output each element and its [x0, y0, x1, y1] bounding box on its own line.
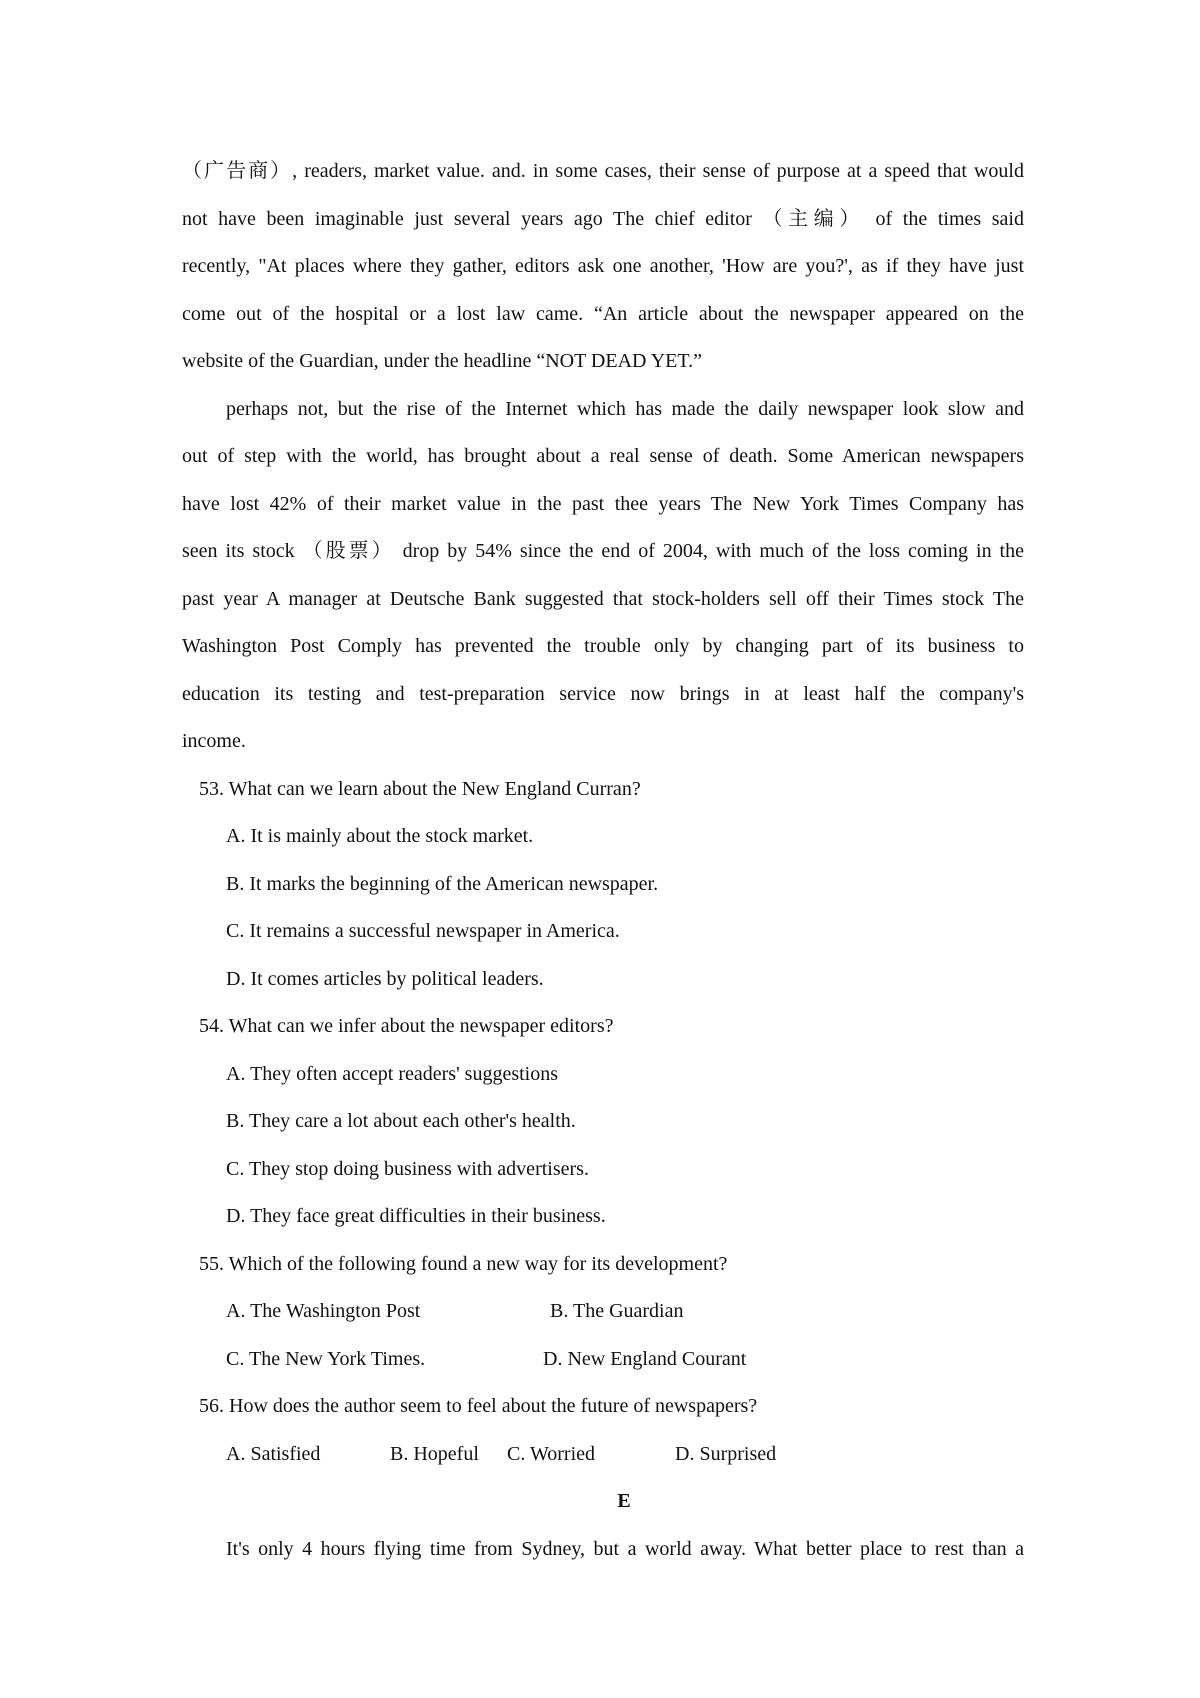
- question-56-option-c: C. Worried: [507, 1443, 596, 1465]
- passage-line: not have been imaginable just several years ago The chief editor （主编） of the times said: [182, 208, 1024, 230]
- question-55-option-c: C. The New York Times.: [226, 1348, 426, 1370]
- passage-line: past year A manager at Deutsche Bank suggested that stock-holders sell off their Times stock The: [182, 588, 1024, 610]
- question-54-option-b: B. They care a lot about each other's health.: [226, 1110, 576, 1132]
- passage-line: come out of the hospital or a lost law came. “An article about the newspaper appeared on the: [182, 303, 1024, 325]
- question-54-option-d: D. They face great difficulties in their business.: [226, 1205, 606, 1227]
- question-54-option-a: A. They often accept readers' suggestions: [226, 1063, 559, 1085]
- section-heading: E: [617, 1490, 631, 1512]
- passage-line: recently, "At places where they gather, editors ask one another, 'How are you?', as if they have just: [182, 255, 1024, 277]
- passage-line: out of step with the world, has brought about a real sense of death. Some American newspapers: [182, 445, 1024, 467]
- question-55-option-a: A. The Washington Post: [226, 1300, 421, 1322]
- question-56-option-d: D. Surprised: [675, 1443, 777, 1465]
- question-53-option-d: D. It comes articles by political leaders.: [226, 968, 544, 990]
- question-54-stem: 54. What can we infer about the newspaper editors?: [199, 1015, 614, 1037]
- question-54-option-c: C. They stop doing business with advertisers.: [226, 1158, 589, 1180]
- question-55-stem: 55. Which of the following found a new way for its development?: [199, 1253, 728, 1275]
- question-56-option-b: B. Hopeful: [390, 1443, 479, 1465]
- passage-line: perhaps not, but the rise of the Internet which has made the daily newspaper look slow and: [226, 398, 1024, 420]
- question-55-option-b: B. The Guardian: [550, 1300, 684, 1322]
- passage-line: website of the Guardian, under the headline “NOT DEAD YET.”: [182, 350, 703, 372]
- passage-line: have lost 42% of their market value in the past thee years The New York Times Company has: [182, 493, 1024, 515]
- question-56-option-a: A. Satisfied: [226, 1443, 321, 1465]
- passage-line: Washington Post Comply has prevented the trouble only by changing part of its business to: [182, 635, 1024, 657]
- passage-line: income.: [182, 730, 246, 752]
- passage-line: It's only 4 hours flying time from Sydney, but a world away. What better place to rest than a: [226, 1538, 1024, 1560]
- question-53-option-c: C. It remains a successful newspaper in America.: [226, 920, 620, 942]
- passage-line: seen its stock （股票） drop by 54% since the end of 2004, with much of the loss coming in the: [182, 540, 1024, 562]
- question-53-option-b: B. It marks the beginning of the American newspaper.: [226, 873, 659, 895]
- passage-line: （广告商）, readers, market value. and. in some cases, their sense of purpose at a speed that would: [182, 160, 1024, 182]
- question-56-stem: 56. How does the author seem to feel about the future of newspapers?: [199, 1395, 758, 1417]
- question-55-option-d: D. New England Courant: [543, 1348, 747, 1370]
- passage-line: education its testing and test-preparation service now brings in at least half the company's: [182, 683, 1024, 705]
- question-53-stem: 53. What can we learn about the New England Curran?: [199, 778, 641, 800]
- question-53-option-a: A. It is mainly about the stock market.: [226, 825, 534, 847]
